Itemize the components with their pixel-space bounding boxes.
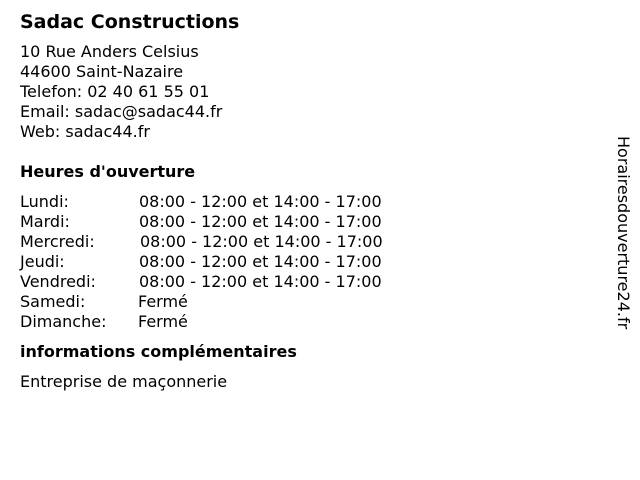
hours-row-samedi — [20, 292, 590, 312]
time-value: 08:00 - 12:00 et 14:00 - 17:00 — [139, 252, 382, 271]
info-text: Entreprise de maçonnerie — [20, 372, 228, 391]
time-value: Fermé — [138, 292, 188, 311]
hours-row-dimanche — [20, 312, 590, 332]
hours-row-vendredi — [20, 272, 590, 292]
hours-row-mercredi — [20, 232, 590, 252]
day-label: Jeudi: — [20, 252, 65, 271]
day-label: Lundi: — [20, 192, 69, 211]
hours-heading: Heures d'ouverture — [20, 162, 196, 181]
hours-row-lundi — [20, 192, 590, 212]
day-label: Vendredi: — [20, 272, 96, 291]
hours-row-mardi — [20, 212, 590, 232]
day-label: Samedi: — [20, 292, 86, 311]
hours-row-jeudi — [20, 252, 590, 272]
day-label: Dimanche: — [20, 312, 107, 331]
email-line: Email: sadac@sadac44.fr — [20, 102, 223, 121]
business-name: Sadac Constructions — [20, 11, 240, 33]
business-card — [20, 10, 590, 392]
day-label: Mardi: — [20, 212, 70, 231]
info-heading: informations complémentaires — [20, 342, 297, 361]
address-line-2: 44600 Saint-Nazaire — [20, 62, 184, 81]
time-value: 08:00 - 12:00 et 14:00 - 17:00 — [139, 272, 382, 291]
address-line-1: 10 Rue Anders Celsius — [20, 42, 199, 61]
time-value: 08:00 - 12:00 et 14:00 - 17:00 — [140, 232, 383, 251]
day-label: Mercredi: — [20, 232, 95, 251]
time-value: Fermé — [138, 312, 188, 331]
time-value: 08:00 - 12:00 et 14:00 - 17:00 — [139, 212, 382, 231]
time-value: 08:00 - 12:00 et 14:00 - 17:00 — [139, 192, 382, 211]
site-watermark: Horairesdouverture24.fr — [614, 136, 633, 330]
phone-line: Telefon: 02 40 61 55 01 — [20, 82, 210, 101]
web-line: Web: sadac44.fr — [20, 122, 150, 141]
